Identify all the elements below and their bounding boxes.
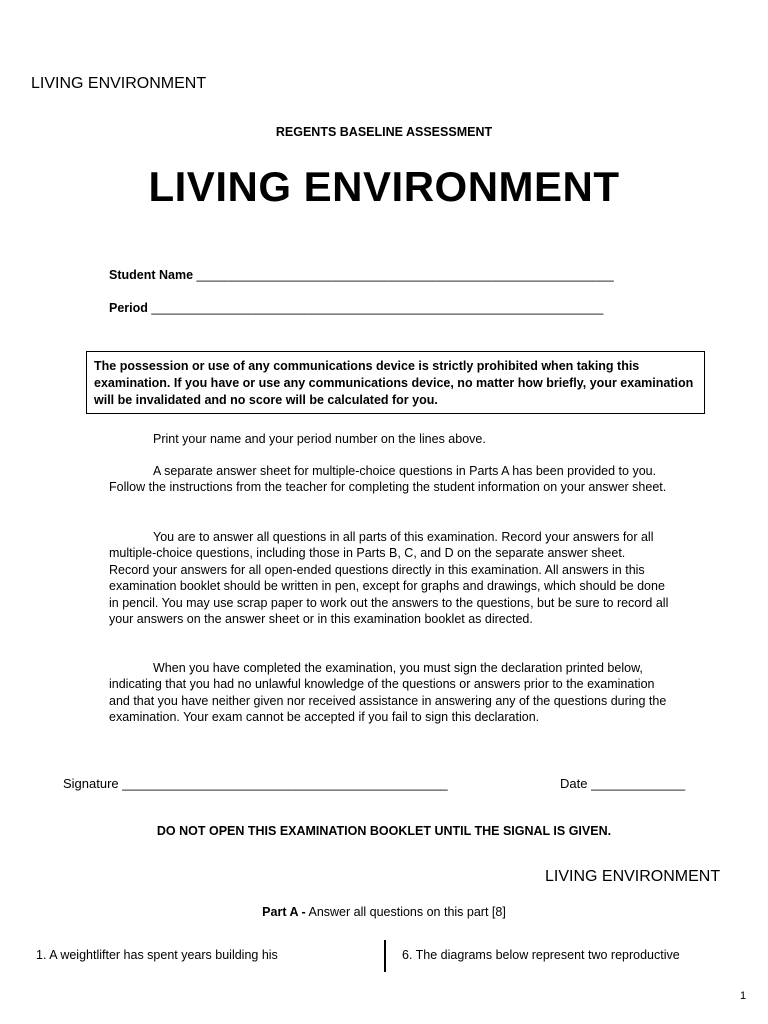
period-line: _________________________________________________________________ [151,301,604,315]
instruction-paragraph [109,463,669,496]
date-label: Date [560,776,588,791]
student-name-field [109,268,614,282]
signature-line: _____________________________________________ [122,776,448,791]
signature-field [63,776,448,791]
date-field [560,776,685,791]
question-1: 1. A weightlifter has spent years building his [36,948,278,962]
device-warning-box: The possession or use of any communications device is strictly prohibited when taking this examination. If you have or use any communications device, no matter how briefly, your examination will be invalidated and no score will be calculated for you. [86,351,705,414]
instruction-paragraph [109,660,669,726]
exam-title: LIVING ENVIRONMENT [148,163,620,210]
instruction-text: When you have completed the examination, you must sign the declaration printed below, indicating that you had no unlawful knowledge of the questions or answers prior to the examination and that you have neither given nor received assistance in answering any of the questions during the examination. Your exam cannot be accepted if you fail to sign this declaration. [109,661,667,725]
date-line: _____________ [591,776,686,791]
assessment-subtitle: REGENTS BASELINE ASSESSMENT [275,125,493,139]
instruction-paragraph [109,529,669,627]
student-name-line: ____________________________________________________________ [196,268,614,282]
question-6: 6. The diagrams below represent two reproductive [402,948,680,962]
student-name-label: Student Name [109,268,194,282]
part-a-label: Part A - [262,905,306,919]
instruction-paragraph [109,431,669,447]
period-label: Period [109,301,148,315]
signature-label: Signature [63,776,119,791]
instruction-text: Print your name and your period number on the lines above. [153,432,486,446]
section-header: LIVING ENVIRONMENT [545,868,721,885]
part-a-instruction: Answer all questions on this part [8] [305,905,506,919]
do-not-open-notice: DO NOT OPEN THIS EXAMINATION BOOKLET UNTIL THE SIGNAL IS GIVEN. [156,824,612,838]
period-field [109,301,603,315]
column-divider [384,940,386,972]
page-header: LIVING ENVIRONMENT [31,75,207,92]
instruction-text: A separate answer sheet for multiple-choice questions in Parts A has been provided to you. Follow the instructions from the teacher for completing the student information on your answer sheet. [109,464,667,495]
page-number: 1 [740,990,747,1002]
instruction-text: You are to answer all questions in all parts of this examination. Record your answers for all multiple-choice questions, including those in Parts B, C, and D on the separate answer sheet. Record your answers for all open-ended questions directly in this examination. All answers in this examination booklet should be written in pen, except for graphs and drawings, which should be done in pencil. You may use scrap paper to work out the answers to the questions, but be sure to record all your answers on the answer sheet or in this examination booklet as directed. [109,530,669,627]
part-a-heading [0,905,768,919]
